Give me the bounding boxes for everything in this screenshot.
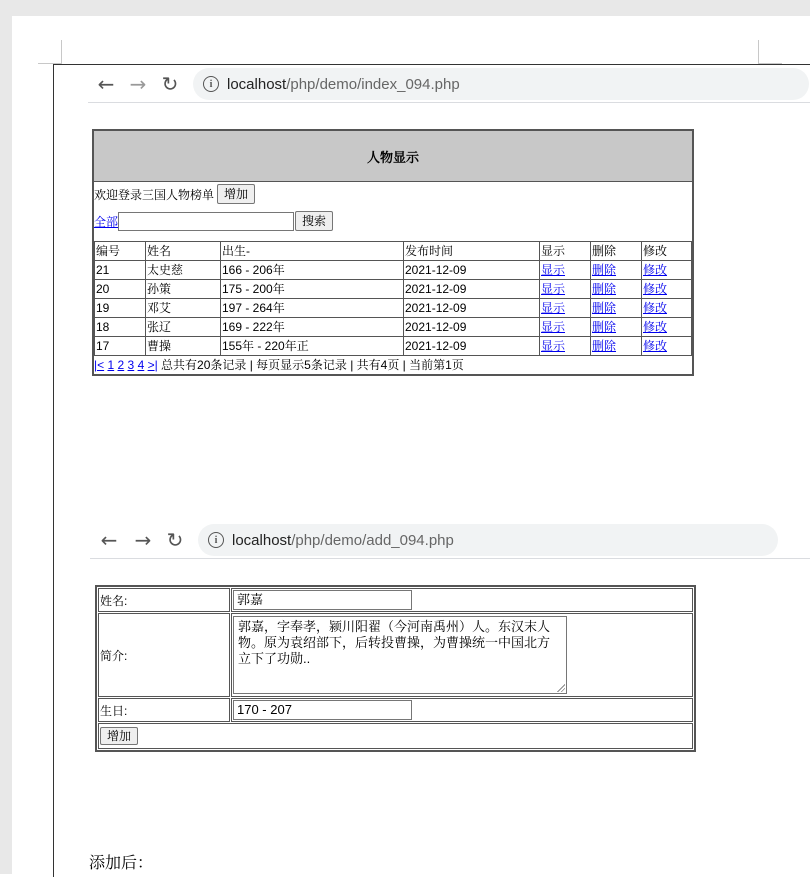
header-cell: 删除 — [591, 242, 642, 261]
header-cell: 修改 — [642, 242, 692, 261]
cell-name: 邓艾 — [146, 299, 221, 318]
cell-id: 21 — [95, 261, 146, 280]
delete-link[interactable]: 删除 — [592, 339, 617, 353]
cell-date: 2021-12-09 — [404, 280, 540, 299]
people-list-panel — [92, 129, 694, 376]
last-page-link[interactable]: >| — [147, 358, 158, 372]
forward-arrow-icon[interactable]: → — [134, 528, 152, 552]
table-row — [95, 337, 692, 356]
edit-link[interactable]: 修改 — [643, 320, 668, 334]
edit-link[interactable]: 修改 — [643, 339, 668, 353]
reload-icon[interactable]: ↻ — [166, 528, 184, 552]
window-left-band — [0, 16, 12, 874]
margin-mark — [61, 40, 62, 64]
page-link-4[interactable]: 4 — [137, 358, 145, 372]
add-button[interactable]: 增加 — [217, 184, 255, 204]
header-cell: 显示 — [540, 242, 591, 261]
delete-link[interactable]: 删除 — [592, 263, 617, 277]
show-link[interactable]: 显示 — [541, 282, 566, 296]
name-label: 姓名: — [98, 588, 230, 612]
cell-name: 张辽 — [146, 318, 221, 337]
show-link[interactable]: 显示 — [541, 263, 566, 277]
address-path: /php/demo/index_094.php — [286, 75, 460, 93]
cell-name: 曹操 — [146, 337, 221, 356]
info-icon[interactable]: i — [203, 76, 219, 92]
toolbar-divider — [88, 102, 810, 103]
cell-birth: 166 - 206年 — [221, 261, 404, 280]
delete-link[interactable]: 删除 — [592, 282, 617, 296]
table-row — [95, 261, 692, 280]
table-row — [95, 299, 692, 318]
table-row — [95, 280, 692, 299]
birth-label: 生日: — [98, 698, 230, 722]
form-table — [97, 587, 694, 750]
show-link[interactable]: 显示 — [541, 301, 566, 315]
welcome-text: 欢迎登录三国人物榜单 — [94, 187, 215, 202]
toolbar-divider — [90, 558, 810, 559]
edit-link[interactable]: 修改 — [643, 282, 668, 296]
back-arrow-icon[interactable]: ← — [97, 72, 115, 96]
show-link[interactable]: 显示 — [541, 339, 566, 353]
after-add-caption: 添加后： — [89, 855, 154, 872]
cell-id: 19 — [95, 299, 146, 318]
show-link[interactable]: 显示 — [541, 320, 566, 334]
browser-toolbar — [96, 523, 786, 557]
intro-label: 简介: — [98, 613, 230, 697]
first-page-link[interactable]: |< — [94, 358, 105, 372]
intro-text: 郭嘉，字奉孝，颍川阳翟（今河南禹州）人。东汉末人物。原为袁绍部下，后转投曹操，为曹操统一中国北方立下了功勋.. — [238, 619, 551, 666]
pager-summary: 总共有20条记录 | 每页显示5条记录 | 共有4页 | 当前第1页 — [157, 358, 464, 372]
welcome-row — [94, 183, 692, 205]
all-link[interactable]: 全部 — [94, 214, 119, 229]
cell-date: 2021-12-09 — [404, 261, 540, 280]
table-row — [95, 318, 692, 337]
info-icon[interactable]: i — [208, 532, 224, 548]
pagination — [94, 356, 692, 374]
page-link-2[interactable]: 2 — [117, 358, 125, 372]
table-header-row — [95, 242, 692, 261]
delete-link[interactable]: 删除 — [592, 320, 617, 334]
edit-link[interactable]: 修改 — [643, 263, 668, 277]
page-link-3[interactable]: 3 — [127, 358, 135, 372]
people-table — [94, 241, 692, 356]
resize-grip-icon[interactable] — [557, 684, 565, 692]
list-caption: 人物显示 — [94, 131, 692, 182]
window-top-band — [0, 0, 810, 16]
search-row — [94, 208, 692, 234]
back-arrow-icon[interactable]: ← — [100, 528, 118, 552]
name-input[interactable]: 郭嘉 — [233, 590, 412, 610]
header-cell: 发布时间 — [404, 242, 540, 261]
add-person-form — [95, 585, 696, 752]
intro-textarea[interactable] — [233, 616, 567, 694]
delete-link[interactable]: 删除 — [592, 301, 617, 315]
cell-name: 孙策 — [146, 280, 221, 299]
birth-input[interactable]: 170 - 207 — [233, 700, 412, 720]
add-submit-button[interactable]: 增加 — [100, 727, 138, 745]
cell-date: 2021-12-09 — [404, 318, 540, 337]
cell-id: 17 — [95, 337, 146, 356]
address-bar[interactable] — [198, 524, 778, 556]
header-cell: 编号 — [95, 242, 146, 261]
header-cell: 出生- — [221, 242, 404, 261]
address-host: localhost — [232, 531, 292, 549]
cell-birth: 197 - 264年 — [221, 299, 404, 318]
cell-birth: 169 - 222年 — [221, 318, 404, 337]
cell-name: 太史慈 — [146, 261, 221, 280]
search-button[interactable]: 搜索 — [295, 211, 333, 231]
cell-id: 20 — [95, 280, 146, 299]
cell-date: 2021-12-09 — [404, 337, 540, 356]
cell-date: 2021-12-09 — [404, 299, 540, 318]
edit-link[interactable]: 修改 — [643, 301, 668, 315]
address-path: /php/demo/add_094.php — [291, 531, 454, 549]
forward-arrow-icon[interactable]: → — [129, 72, 147, 96]
cell-id: 18 — [95, 318, 146, 337]
cell-birth: 175 - 200年 — [221, 280, 404, 299]
browser-toolbar — [93, 67, 810, 101]
header-cell: 姓名 — [146, 242, 221, 261]
reload-icon[interactable]: ↻ — [161, 72, 179, 96]
address-bar[interactable] — [193, 68, 809, 100]
margin-mark — [758, 40, 759, 64]
cell-birth: 155年 - 220年正 — [221, 337, 404, 356]
page-link-1[interactable]: 1 — [107, 358, 115, 372]
search-input[interactable] — [118, 212, 294, 231]
address-host: localhost — [227, 75, 287, 93]
